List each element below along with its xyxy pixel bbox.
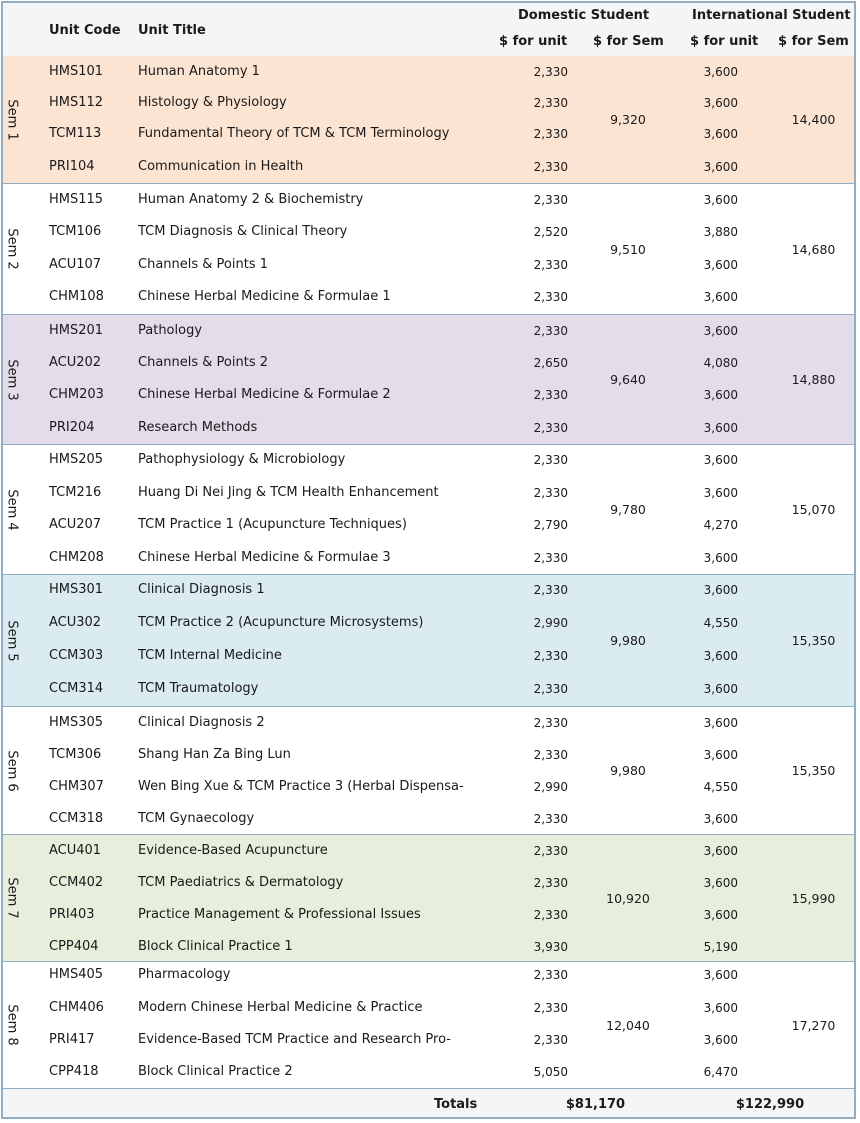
unit-title: Research Methods — [138, 420, 258, 435]
international-unit-fee: 3,600 — [703, 748, 738, 762]
domestic-unit-fee: 2,990 — [533, 780, 568, 794]
international-unit-fee: 3,600 — [703, 388, 738, 402]
domestic-unit-fee: 2,520 — [533, 225, 568, 239]
international-semester-total: 17,270 — [791, 1018, 836, 1033]
domestic-unit-fee: 2,330 — [533, 160, 568, 174]
international-unit-fee: 4,550 — [703, 780, 738, 794]
international-unit-fee: 3,600 — [703, 1001, 738, 1015]
unit-title: Huang Di Nei Jing & TCM Health Enhancement — [138, 485, 439, 500]
international-unit-fee: 4,080 — [703, 356, 738, 370]
domestic-unit-fee: 2,330 — [533, 716, 568, 730]
semester-label: Sem 1 — [4, 98, 20, 141]
unit-code: CCM318 — [49, 811, 104, 826]
unit-title: Chinese Herbal Medicine & Formulae 1 — [138, 289, 391, 304]
unit-code: HMS205 — [49, 452, 104, 467]
unit-code: TCM306 — [49, 747, 102, 762]
international-unit-fee: 3,600 — [703, 812, 738, 826]
domestic-sem-header: $ for Sem — [593, 34, 664, 49]
domestic-grand-total: $81,170 — [565, 1097, 626, 1112]
unit-title: Evidence-Based Acupuncture — [138, 843, 328, 858]
domestic-unit-fee: 2,330 — [533, 1001, 568, 1015]
unit-code: PRI104 — [49, 159, 95, 174]
domestic-semester-total: 9,980 — [610, 633, 646, 648]
semester-block — [3, 314, 854, 444]
domestic-unit-fee: 2,330 — [533, 96, 568, 110]
international-unit-fee: 3,600 — [703, 844, 738, 858]
international-unit-fee: 3,600 — [703, 908, 738, 922]
domestic-unit-fee: 2,330 — [533, 65, 568, 79]
semester-block — [3, 444, 854, 574]
semester-block — [3, 56, 854, 183]
domestic-unit-fee: 2,330 — [533, 748, 568, 762]
unit-title: TCM Practice 2 (Acupuncture Microsystems) — [138, 615, 424, 630]
domestic-unit-fee: 5,050 — [533, 1065, 568, 1079]
international-unit-fee: 3,600 — [703, 127, 738, 141]
domestic-unit-fee: 2,330 — [533, 388, 568, 402]
international-unit-fee: 3,880 — [703, 225, 738, 239]
unit-code: HMS305 — [49, 715, 104, 730]
international-semester-total: 14,680 — [791, 242, 836, 257]
domestic-semester-total: 9,320 — [610, 112, 646, 127]
unit-code: CCM303 — [49, 648, 104, 663]
international-unit-header: $ for unit — [690, 34, 759, 49]
semester-block — [3, 183, 854, 314]
domestic-unit-fee: 2,330 — [533, 421, 568, 435]
fee-table — [1, 1, 856, 1119]
unit-title: Human Anatomy 1 — [138, 64, 260, 79]
table-header — [3, 3, 854, 57]
semester-label: Sem 8 — [4, 1004, 20, 1046]
domestic-semester-total: 10,920 — [606, 891, 650, 906]
international-student-header: International Student — [692, 8, 851, 23]
international-unit-fee: 3,600 — [703, 968, 738, 982]
domestic-unit-fee: 3,930 — [533, 940, 568, 954]
international-unit-fee: 3,600 — [703, 682, 738, 696]
international-unit-fee: 3,600 — [703, 96, 738, 110]
unit-code: PRI403 — [49, 907, 95, 922]
unit-title: Modern Chinese Herbal Medicine & Practice — [138, 1000, 423, 1015]
unit-title: TCM Internal Medicine — [138, 648, 282, 663]
international-unit-fee: 3,600 — [703, 649, 738, 663]
unit-code: ACU302 — [49, 615, 102, 630]
domestic-unit-fee: 2,330 — [533, 812, 568, 826]
international-semester-total: 15,350 — [791, 763, 836, 778]
unit-code: PRI417 — [49, 1032, 95, 1047]
domestic-unit-fee: 2,650 — [533, 356, 568, 370]
semester-block — [3, 961, 854, 1088]
unit-code: HMS115 — [49, 192, 104, 207]
domestic-semester-total: 9,640 — [610, 372, 646, 387]
semester-label: Sem 6 — [4, 749, 20, 792]
international-unit-fee: 6,470 — [703, 1065, 738, 1079]
international-unit-fee: 3,600 — [703, 258, 738, 272]
international-unit-fee: 3,600 — [703, 583, 738, 597]
unit-code: CPP418 — [49, 1064, 99, 1079]
semester-label: Sem 2 — [4, 228, 20, 270]
domestic-unit-fee: 2,330 — [533, 453, 568, 467]
unit-code: HMS112 — [49, 95, 104, 110]
domestic-unit-fee: 2,790 — [533, 518, 568, 532]
unit-title: TCM Diagnosis & Clinical Theory — [138, 224, 348, 239]
domestic-unit-fee: 2,330 — [533, 290, 568, 304]
unit-title: Practice Management & Professional Issues — [138, 907, 421, 922]
unit-code: ACU107 — [49, 257, 102, 272]
unit-title: Block Clinical Practice 2 — [138, 1064, 293, 1079]
international-semester-total: 15,350 — [791, 633, 836, 648]
unit-code: PRI204 — [49, 420, 95, 435]
unit-title: Channels & Points 2 — [138, 355, 268, 370]
unit-title: TCM Gynaecology — [138, 811, 255, 826]
unit-title: TCM Practice 1 (Acupuncture Techniques) — [138, 517, 407, 532]
international-sem-header: $ for Sem — [778, 34, 849, 49]
international-unit-fee: 3,600 — [703, 65, 738, 79]
international-unit-fee: 3,600 — [703, 1033, 738, 1047]
semester-block — [3, 574, 854, 706]
unit-title: Block Clinical Practice 1 — [138, 939, 293, 954]
international-unit-fee: 5,190 — [703, 940, 738, 954]
domestic-unit-fee: 2,330 — [533, 127, 568, 141]
domestic-unit-fee: 2,330 — [533, 968, 568, 982]
unit-code: TCM216 — [49, 485, 102, 500]
international-semester-total: 15,070 — [791, 502, 836, 517]
semester-label: Sem 5 — [4, 619, 20, 662]
domestic-unit-fee: 2,330 — [533, 649, 568, 663]
domestic-unit-fee: 2,330 — [533, 583, 568, 597]
semester-label: Sem 7 — [4, 877, 20, 919]
domestic-unit-fee: 2,330 — [533, 486, 568, 500]
domestic-semester-total: 9,980 — [610, 763, 646, 778]
unit-title: Evidence-Based TCM Practice and Research Pro- — [138, 1032, 451, 1047]
international-grand-total: $122,990 — [735, 1097, 805, 1112]
unit-title: TCM Traumatology — [138, 681, 259, 696]
international-unit-fee: 3,600 — [703, 716, 738, 730]
unit-title: Shang Han Za Bing Lun — [138, 747, 291, 762]
international-unit-fee: 3,600 — [703, 290, 738, 304]
unit-code: CHM203 — [49, 387, 104, 402]
unit-code: HMS405 — [49, 967, 104, 982]
international-unit-fee: 3,600 — [703, 453, 738, 467]
unit-title: Wen Bing Xue & TCM Practice 3 (Herbal Dispensa- — [138, 779, 464, 794]
domestic-unit-fee: 2,330 — [533, 876, 568, 890]
domestic-unit-fee: 2,330 — [533, 193, 568, 207]
international-semester-total: 14,880 — [791, 372, 836, 387]
unit-code: HMS301 — [49, 582, 104, 597]
unit-title: Human Anatomy 2 & Biochemistry — [138, 192, 364, 207]
unit-code: ACU202 — [49, 355, 102, 370]
unit-code-header: Unit Code — [49, 23, 121, 38]
semester-block — [3, 834, 854, 961]
international-unit-fee: 3,600 — [703, 324, 738, 338]
domestic-unit-fee: 2,330 — [533, 844, 568, 858]
unit-code: CCM314 — [49, 681, 104, 696]
international-unit-fee: 3,600 — [703, 876, 738, 890]
international-unit-fee: 4,270 — [703, 518, 738, 532]
unit-title: Chinese Herbal Medicine & Formulae 2 — [138, 387, 391, 402]
unit-code: CHM406 — [49, 1000, 104, 1015]
international-semester-total: 15,990 — [791, 891, 836, 906]
domestic-unit-fee: 2,330 — [533, 258, 568, 272]
domestic-semester-total: 9,510 — [610, 242, 646, 257]
unit-code: CHM208 — [49, 550, 104, 565]
international-unit-fee: 3,600 — [703, 160, 738, 174]
international-unit-fee: 4,550 — [703, 616, 738, 630]
unit-code: CCM402 — [49, 875, 104, 890]
domestic-student-header: Domestic Student — [518, 8, 650, 23]
domestic-unit-fee: 2,330 — [533, 551, 568, 565]
unit-code: CHM307 — [49, 779, 104, 794]
domestic-unit-fee: 2,990 — [533, 616, 568, 630]
unit-code: TCM113 — [49, 126, 102, 141]
totals-row — [3, 1088, 854, 1119]
domestic-unit-fee: 2,330 — [533, 682, 568, 696]
unit-code: ACU207 — [49, 517, 102, 532]
unit-title: Communication in Health — [138, 159, 304, 174]
international-unit-fee: 3,600 — [703, 551, 738, 565]
semester-label: Sem 4 — [4, 488, 20, 531]
international-unit-fee: 3,600 — [703, 486, 738, 500]
unit-code: HMS101 — [49, 64, 104, 79]
unit-code: ACU401 — [49, 843, 102, 858]
unit-code: CHM108 — [49, 289, 104, 304]
unit-title: Pharmacology — [138, 967, 231, 982]
international-unit-fee: 3,600 — [703, 193, 738, 207]
domestic-semester-total: 12,040 — [606, 1018, 650, 1033]
unit-title: Pathophysiology & Microbiology — [138, 452, 346, 467]
totals-label: Totals — [434, 1097, 478, 1112]
unit-code: TCM106 — [49, 224, 102, 239]
domestic-unit-fee: 2,330 — [533, 324, 568, 338]
unit-title: Fundamental Theory of TCM & TCM Terminology — [138, 126, 450, 141]
unit-title: Clinical Diagnosis 2 — [138, 715, 265, 730]
domestic-unit-fee: 2,330 — [533, 908, 568, 922]
unit-title: Channels & Points 1 — [138, 257, 268, 272]
domestic-semester-total: 9,780 — [610, 502, 646, 517]
unit-title: TCM Paediatrics & Dermatology — [138, 875, 344, 890]
unit-code: HMS201 — [49, 323, 104, 338]
semester-label: Sem 3 — [4, 358, 20, 401]
unit-title-header: Unit Title — [138, 23, 206, 38]
unit-title: Histology & Physiology — [138, 95, 287, 110]
unit-title: Clinical Diagnosis 1 — [138, 582, 265, 597]
semester-block — [3, 706, 854, 834]
international-unit-fee: 3,600 — [703, 421, 738, 435]
domestic-unit-header: $ for unit — [499, 34, 568, 49]
unit-code: CPP404 — [49, 939, 99, 954]
unit-title: Pathology — [138, 323, 203, 338]
international-semester-total: 14,400 — [791, 112, 836, 127]
domestic-unit-fee: 2,330 — [533, 1033, 568, 1047]
unit-title: Chinese Herbal Medicine & Formulae 3 — [138, 550, 391, 565]
